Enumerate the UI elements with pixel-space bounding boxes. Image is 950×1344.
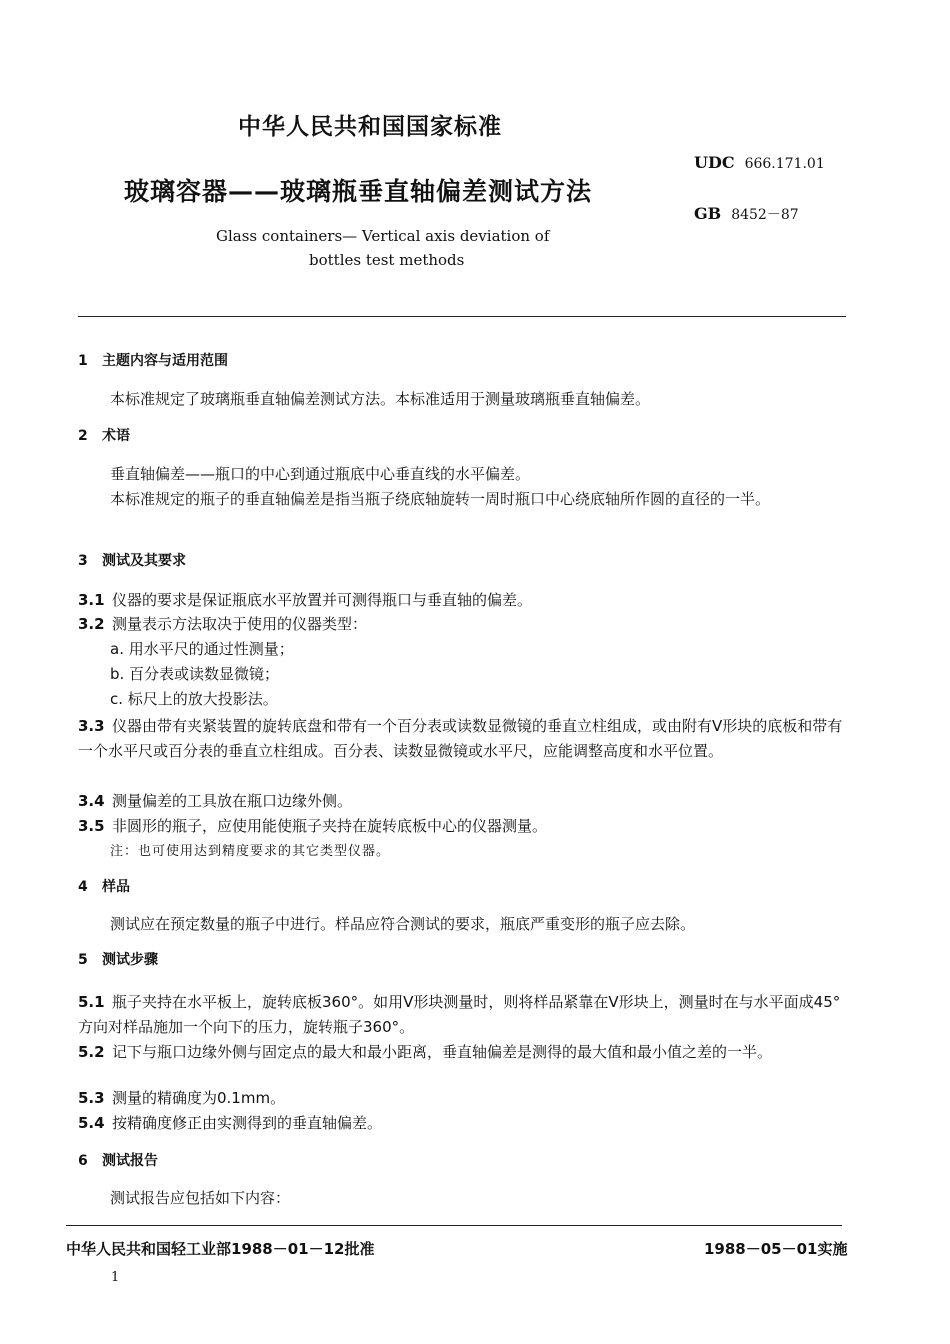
document-title-english-line2: bottles test methods [309,251,465,269]
udc-label: UDC [694,153,735,172]
implementation-date: 1988－05－01实施 [704,1240,848,1258]
section-2-explanation: 本标准规定的瓶子的垂直轴偏差是指当瓶子绕底轴旋转一周时瓶口中心绕底轴所作圆的直径的一半。 [110,490,771,508]
clause-5-1: 5.1 瓶子夹持在水平板上，旋转底板360°。如用V形块测量时，则将样品紧靠在V形块上，测量时在与水平面成45°方向对样品施加一个向下的压力，旋转瓶子360°。 [78,993,841,1036]
udc-code [694,153,825,172]
clause-3-1: 3.1 仪器的要求是保证瓶底水平放置并可测得瓶口与垂直轴的偏差。 [78,591,533,609]
section-6-body: 测试报告应包括如下内容： [110,1189,291,1207]
clause-3-4: 3.4 测量偏差的工具放在瓶口边缘外侧。 [78,792,353,810]
udc-value: 666.171.01 [744,156,825,172]
clause-5-3: 5.3 测量的精确度为0.1mm。 [78,1089,286,1107]
gb-value: 8452－87 [731,207,799,223]
section-2-definition: 垂直轴偏差——瓶口的中心到通过瓶底中心垂直线的水平偏差。 [110,465,531,483]
document-title-english-line1: Glass containers— Vertical axis deviation of [216,227,550,245]
clause-3-3: 3.3 仪器由带有夹紧装置的旋转底盘和带有一个百分表或读数显微镜的垂直立柱组成，或由附有V形块的底板和带有一个水平尺或百分表的垂直立柱组成。百分表、读数显微镜或水平尺，应能调整高度和水平位置。 [78,717,843,760]
section-1-heading: 1 主题内容与适用范围 [78,353,228,369]
clause-3-2-item-a: a. 用水平尺的通过性测量； [110,640,294,658]
section-4-heading: 4 样品 [78,879,130,895]
clause-5-4: 5.4 按精确度修正由实测得到的垂直轴偏差。 [78,1114,383,1132]
clause-3-5: 3.5 非圆形的瓶子，应使用能使瓶子夹持在旋转底板中心的仪器测量。 [78,817,548,835]
gb-standard-number [694,204,799,224]
footer-divider [66,1225,842,1226]
section-3-note: 注：也可使用达到精度要求的其它类型仪器。 [110,844,391,859]
page-number: 1 [111,1270,120,1285]
clause-3-2-item-b: b. 百分表或读数显微镜； [110,665,280,683]
header-divider [78,316,846,317]
document-title-chinese: 玻璃容器——玻璃瓶垂直轴偏差测试方法 [124,177,593,206]
clause-3-2: 3.2 测量表示方法取决于使用的仪器类型： [78,615,368,633]
clause-3-2-item-c: c. 标尺上的放大投影法。 [110,690,278,708]
national-standard-heading: 中华人民共和国国家标准 [238,114,502,140]
section-2-heading: 2 术语 [78,428,130,444]
section-1-body: 本标准规定了玻璃瓶垂直轴偏差测试方法。本标准适用于测量玻璃瓶垂直轴偏差。 [110,390,651,408]
clause-5-2: 5.2 记下与瓶口边缘外侧与固定点的最大和最小距离，垂直轴偏差是测得的最大值和最小值之差的一半。 [78,1043,773,1061]
section-4-body: 测试应在预定数量的瓶子中进行。样品应符合测试的要求，瓶底严重变形的瓶子应去除。 [110,915,696,933]
section-5-heading: 5 测试步骤 [78,952,158,968]
section-3-heading: 3 测试及其要求 [78,553,186,569]
gb-label: GB [694,204,722,223]
approval-note: 中华人民共和国轻工业部1988－01－12批准 [66,1240,375,1258]
section-6-heading: 6 测试报告 [78,1153,158,1169]
